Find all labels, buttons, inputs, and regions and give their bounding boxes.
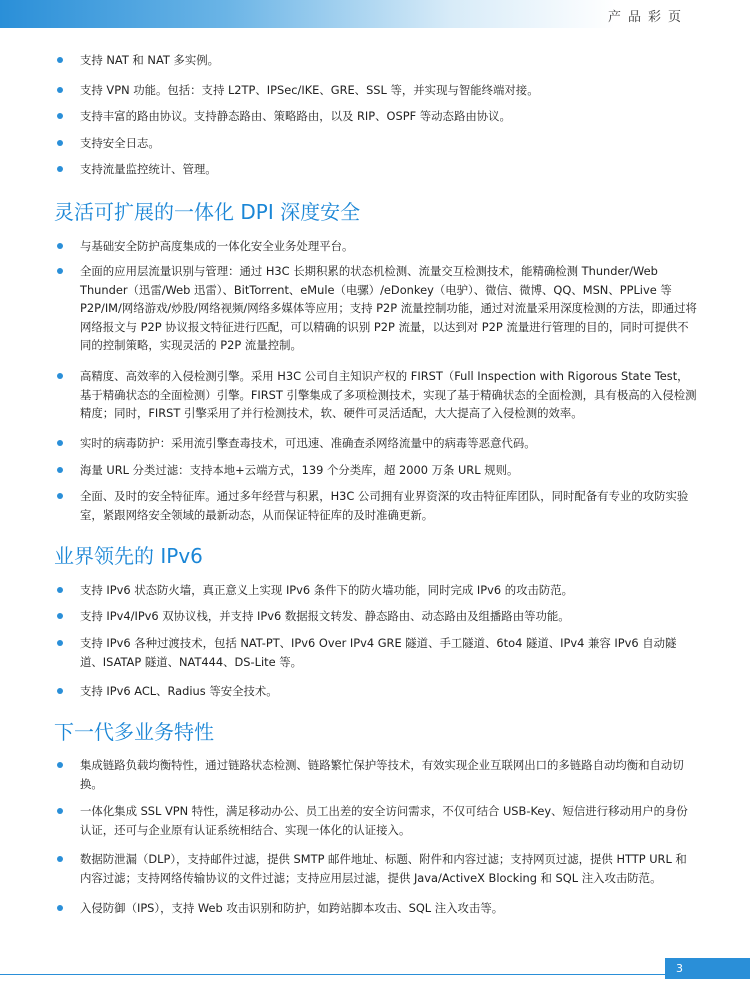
list-item: 海量 URL 分类过滤：支持本地+云端方式，139 个分类库，超 2000 万条 URL 规则。: [80, 463, 519, 477]
bullet-icon: [57, 905, 63, 911]
bullet-icon: [57, 808, 63, 814]
bullet-icon: [57, 440, 63, 446]
bullet-icon: [57, 57, 63, 63]
list-item: 实时的病毒防护：采用流引擎查毒技术，可迅速、准确查杀网络流量中的病毒等恶意代码。: [80, 436, 536, 450]
list-item: 支持安全日志。: [80, 136, 160, 150]
bullet-icon: [57, 166, 63, 172]
footer-bar: [0, 958, 750, 981]
list-item: 支持流量监控统计、管理。: [80, 162, 217, 176]
header-label: 产品彩页: [607, 10, 688, 25]
list-item: 高精度、高效率的入侵检测引擎。采用 H3C 公司自主知识产权的 FIRST（Full Inspection with Rigorous State Test，基于精确状态的全面检测）引擎。FIRST 引擎集成了多项检测技术，实现了基于精确状态的全面检测，具有极高的入侵检测精度；同时，FIRST 引擎采用了并行检测技术，软、硬件可灵活适配，大大提高了入侵检测的效率。: [80, 369, 697, 420]
bullet-icon: [57, 493, 63, 499]
list-item: 支持 IPv6 ACL、Radius 等安全技术。: [80, 684, 278, 698]
list-item: 全面、及时的安全特征库。通过多年经营与积累，H3C 公司拥有业界资深的攻击特征库团队，同时配备有专业的攻防实验室，紧跟网络安全领域的最新动态，从而保证特征库的及时准确更新。: [80, 489, 689, 522]
bullet-icon: [57, 613, 63, 619]
bullet-icon: [57, 688, 63, 694]
bullet-icon: [57, 856, 63, 862]
bullet-icon: [57, 587, 63, 593]
page-number: 3: [665, 958, 750, 979]
bullet-icon: [57, 762, 63, 768]
bullet-icon: [57, 87, 63, 93]
bullet-icon: [57, 140, 63, 146]
footer-rule: [0, 974, 665, 975]
list-item: 支持 NAT 和 NAT 多实例。: [80, 53, 219, 67]
list-item: 集成链路负载均衡特性，通过链路状态检测、链路繁忙保护等技术，有效实现企业互联网出口的多链路自动均衡和自动切换。: [80, 758, 684, 791]
section-title-dpi: 灵活可扩展的一体化 DPI 深度安全: [54, 200, 361, 224]
bullet-icon: [57, 640, 63, 646]
section-title-ipv6: 业界领先的 IPv6: [54, 544, 203, 568]
list-item: 支持 IPv6 各种过渡技术，包括 NAT-PT、IPv6 Over IPv4 GRE 隧道、手工隧道、6to4 隧道、IPv4 兼容 IPv6 自动隧道、ISATAP 隧道、NAT444、DS-Lite 等。: [80, 636, 677, 669]
bullet-icon: [57, 373, 63, 379]
list-item: 支持 IPv6 状态防火墙，真正意义上实现 IPv6 条件下的防火墙功能，同时完成 IPv6 的攻击防范。: [80, 583, 574, 597]
bullet-icon: [57, 243, 63, 249]
list-item: 入侵防御（IPS），支持 Web 攻击识别和防护，如跨站脚本攻击、SQL 注入攻击等。: [80, 901, 504, 915]
list-item: 数据防泄漏（DLP），支持邮件过滤，提供 SMTP 邮件地址、标题、附件和内容过滤；支持网页过滤，提供 HTTP URL 和内容过滤；支持网络传输协议的文件过滤；支持应用层过滤，提供 Java/ActiveX Blocking 和 SQL 注入攻击防范。: [80, 852, 687, 885]
section-title-multiservice: 下一代多业务特性: [54, 720, 214, 744]
bullet-icon: [57, 268, 63, 274]
list-item: 一体化集成 SSL VPN 特性，满足移动办公、员工出差的安全访问需求，不仅可结合 USB-Key、短信进行移动用户的身份认证，还可与企业原有认证系统相结合、实现一体化的认证接入。: [80, 804, 688, 837]
bullet-icon: [57, 113, 63, 119]
list-item: 支持 IPv4/IPv6 双协议栈，并支持 IPv6 数据报文转发、静态路由、动态路由及组播路由等功能。: [80, 609, 570, 623]
list-item: 全面的应用层流量识别与管理：通过 H3C 长期积累的状态机检测、流量交互检测技术，能精确检测 Thunder/Web Thunder（迅雷/Web 迅雷）、BitTorrent、eMule（电骡）/eDonkey（电驴）、微信、微博、QQ、MSN、PPLive 等 P2P/IM/网络游戏/炒股/网络视频/网络多媒体等应用；支持 P2P 流量控制功能，通过对流量采用深度检测的方法，即通过将网络报文与 P2P 协议报文特征进行匹配，可以精确的识别 P2P 流量，以达到对 P2P 流量进行管理的目的，同时可提供不同的控制策略，实现灵活的 P2P 流量控制。: [80, 264, 697, 352]
list-item: 与基础安全防护高度集成的一体化安全业务处理平台。: [80, 239, 354, 253]
bullet-icon: [57, 467, 63, 473]
list-item: 支持丰富的路由协议。支持静态路由、策略路由，以及 RIP、OSPF 等动态路由协议。: [80, 109, 511, 123]
list-item: 支持 VPN 功能。包括：支持 L2TP、IPSec/IKE、GRE、SSL 等，并实现与智能终端对接。: [80, 83, 539, 97]
